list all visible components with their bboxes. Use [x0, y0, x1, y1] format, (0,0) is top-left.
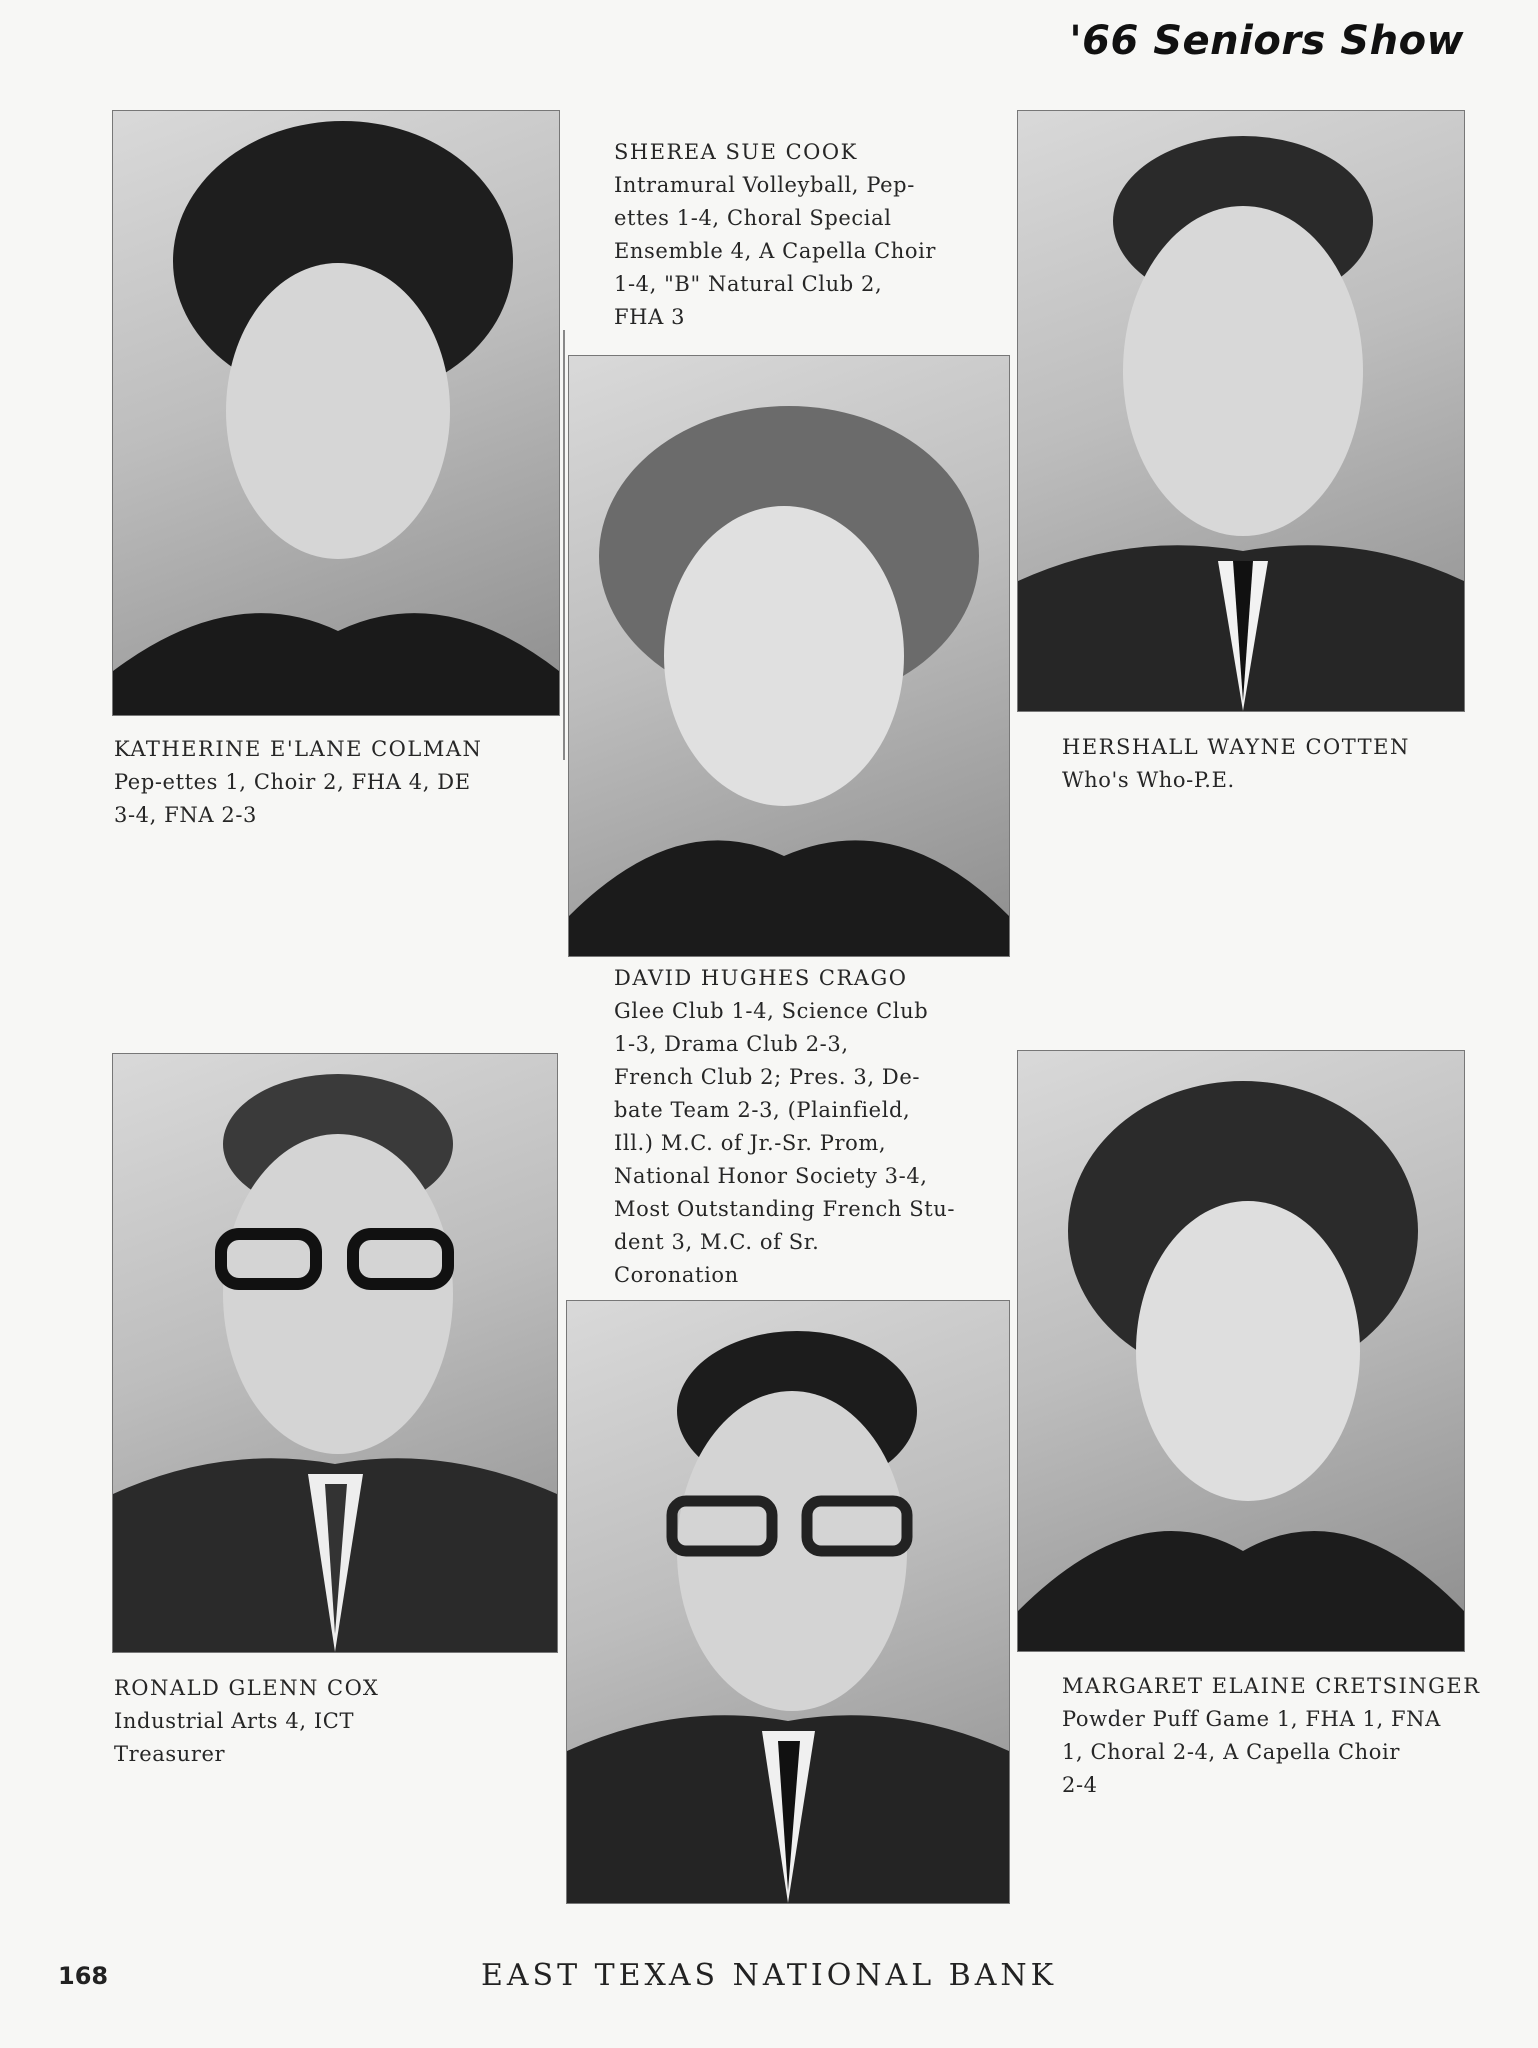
senior-name: KATHERINE E'LANE COLMAN: [114, 737, 483, 761]
senior-name: MARGARET ELAINE CRETSINGER: [1062, 1674, 1481, 1698]
portrait-female-icon: [1018, 1051, 1464, 1651]
portrait-photo-crago: [566, 1300, 1010, 1904]
portrait-photo-colman: [112, 110, 560, 716]
page-title: '66 Seniors Show: [1069, 18, 1464, 64]
portrait-male-icon: [113, 1054, 557, 1652]
bio-crago: [614, 962, 955, 1292]
senior-activities: Pep-ettes 1, Choir 2, FHA 4, DE 3-4, FNA 2-3: [114, 770, 471, 827]
page-number: 168: [58, 1962, 109, 1990]
senior-activities: Who's Who-P.E.: [1062, 768, 1235, 792]
senior-name: SHEREA SUE COOK: [614, 140, 858, 164]
bio-cretsinger: [1062, 1670, 1481, 1802]
bio-cotten: [1062, 731, 1410, 797]
bio-cox: [114, 1672, 379, 1771]
senior-activities: Intramural Volleyball, Pep- ettes 1-4, Choral Special Ensemble 4, A Capella Choir 1-4, "B" Natural Club 2, FHA 3: [614, 173, 937, 329]
senior-activities: Powder Puff Game 1, FHA 1, FNA 1, Choral 2-4, A Capella Choir 2-4: [1062, 1707, 1441, 1797]
portrait-male-icon: [1018, 111, 1464, 711]
bio-cook: [614, 136, 936, 334]
sponsor-line: EAST TEXAS NATIONAL BANK: [480, 1958, 1058, 1993]
portrait-male-icon: [567, 1301, 1009, 1903]
senior-activities: Glee Club 1-4, Science Club 1-3, Drama Club 2-3, French Club 2; Pres. 3, De- bate Team 2-3, (Plainfield, Ill.) M.C. of Jr.-Sr. Prom, National Honor Society 3-4, Most Outstanding French Stu- dent 3, M.C. of Sr. Coronation: [614, 999, 956, 1287]
senior-name: DAVID HUGHES CRAGO: [614, 966, 908, 990]
senior-name: HERSHALL WAYNE COTTEN: [1062, 735, 1410, 759]
portrait-photo-cotten: [1017, 110, 1465, 712]
bio-colman: [114, 733, 482, 832]
senior-activities: Industrial Arts 4, ICT Treasurer: [114, 1709, 355, 1766]
portrait-photo-cox: [112, 1053, 558, 1653]
divider: [563, 330, 565, 760]
senior-name: RONALD GLENN COX: [114, 1676, 380, 1700]
portrait-female-icon: [113, 111, 559, 715]
portrait-female-icon: [569, 356, 1009, 956]
portrait-photo-cretsinger: [1017, 1050, 1465, 1652]
portrait-photo-cook: [568, 355, 1010, 957]
